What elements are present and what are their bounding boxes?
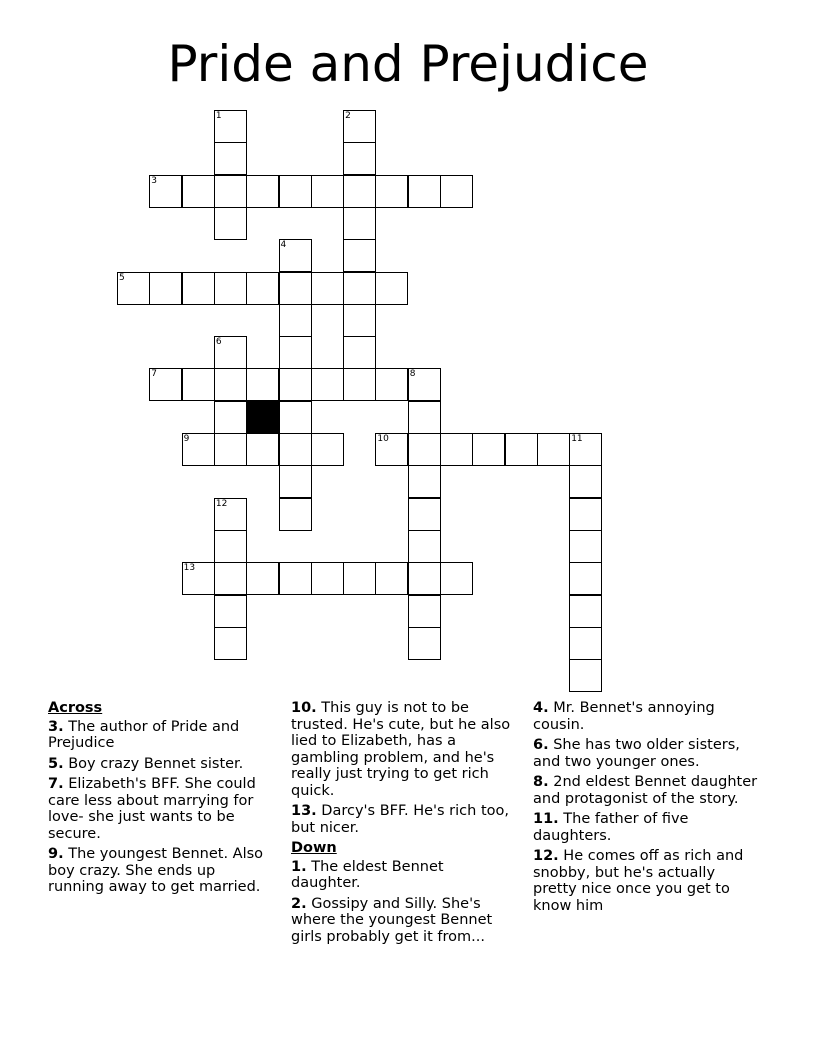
grid-cell-number: 10 — [377, 434, 389, 444]
grid-cell[interactable] — [182, 433, 215, 466]
grid-cell[interactable] — [279, 465, 312, 498]
clue-across-7: 7. Elizabeth's BFF. She could care less about marrying for love- she just wants to be secure. — [48, 776, 256, 842]
grid-cell[interactable] — [375, 433, 408, 466]
grid-cell[interactable] — [182, 368, 215, 401]
grid-cell[interactable] — [343, 175, 376, 208]
grid-cell[interactable] — [375, 175, 408, 208]
grid-cell[interactable] — [375, 272, 408, 305]
grid-cell[interactable] — [311, 433, 344, 466]
grid-cell-number: 8 — [409, 369, 416, 380]
grid-cell[interactable] — [214, 562, 247, 595]
grid-cell[interactable] — [246, 368, 279, 401]
grid-cell[interactable] — [182, 272, 215, 305]
grid-cell[interactable] — [246, 175, 279, 208]
grid-cell[interactable] — [343, 142, 376, 175]
grid-cell[interactable] — [279, 433, 312, 466]
grid-cell[interactable] — [408, 433, 441, 466]
grid-cell-black — [246, 401, 279, 434]
grid-cell[interactable] — [343, 368, 376, 401]
grid-cell[interactable] — [214, 433, 247, 466]
grid-cell[interactable] — [246, 433, 279, 466]
grid-cell[interactable] — [279, 272, 312, 305]
across-heading: Across — [48, 700, 103, 716]
grid-cell-number: 12 — [215, 498, 228, 509]
grid-cell[interactable] — [408, 627, 441, 660]
grid-cell[interactable] — [149, 368, 182, 401]
grid-cell[interactable] — [343, 336, 376, 369]
clue-down-4: 4. Mr. Bennet's annoying cousin. — [533, 700, 715, 733]
grid-cell[interactable] — [214, 110, 247, 143]
grid-cell[interactable] — [214, 595, 247, 628]
grid-cell[interactable] — [408, 530, 441, 563]
clue-across-9: 9. The youngest Bennet. Also boy crazy. She ends up running away to get married. — [48, 846, 264, 895]
grid-cell-number: 2 — [345, 111, 351, 121]
clue-down-11: 11. The father of five daughters. — [533, 811, 689, 844]
grid-cell-number: 4 — [280, 240, 287, 251]
grid-cell[interactable] — [569, 595, 602, 628]
grid-cell[interactable] — [440, 562, 473, 595]
grid-cell-number: 13 — [183, 563, 196, 574]
grid-cell-number: 3 — [151, 175, 158, 186]
grid-cell[interactable] — [408, 498, 441, 531]
clues-column-2 — [291, 700, 516, 949]
grid-cell[interactable] — [343, 239, 376, 272]
grid-cell[interactable] — [343, 207, 376, 240]
grid-cell[interactable] — [440, 433, 473, 466]
grid-cell[interactable] — [214, 401, 247, 434]
page-title: Pride and Prejudice — [167, 35, 649, 93]
grid-cell[interactable] — [149, 175, 182, 208]
grid-cell[interactable] — [279, 304, 312, 337]
grid-cell[interactable] — [408, 595, 441, 628]
grid-cell[interactable] — [440, 175, 473, 208]
clue-down-2: 2. Gossipy and Silly. She's where the youngest Bennet girls probably get it from... — [291, 895, 493, 945]
grid-cell[interactable] — [279, 401, 312, 434]
grid-cell[interactable] — [182, 175, 215, 208]
grid-cell[interactable] — [214, 142, 247, 175]
grid-cell[interactable] — [343, 562, 376, 595]
clue-down-1: 1. The eldest Bennet daughter. — [291, 858, 444, 891]
grid-cell[interactable] — [569, 530, 602, 563]
grid-cell[interactable] — [182, 562, 215, 595]
grid-cell[interactable] — [214, 175, 247, 208]
grid-cell[interactable] — [408, 175, 441, 208]
grid-cell[interactable] — [214, 272, 247, 305]
grid-cell[interactable] — [311, 175, 344, 208]
grid-cell[interactable] — [537, 433, 570, 466]
grid-cell-number: 1 — [215, 111, 222, 121]
clue-down-12: 12. He comes off as rich and snobby, but he's actually pretty nice once you get to know him — [533, 848, 744, 914]
grid-cell[interactable] — [214, 368, 247, 401]
grid-cell[interactable] — [569, 433, 602, 466]
grid-cell[interactable] — [279, 368, 312, 401]
grid-cell[interactable] — [279, 498, 312, 531]
grid-cell-number: 7 — [151, 369, 158, 380]
grid-cell[interactable] — [311, 368, 344, 401]
grid-cell[interactable] — [375, 562, 408, 595]
grid-cell[interactable] — [214, 336, 247, 369]
grid-cell[interactable] — [214, 530, 247, 563]
grid-cell[interactable] — [408, 401, 441, 434]
clue-across-3: 3. The author of Pride and Prejudice — [48, 718, 240, 751]
grid-cell[interactable] — [246, 272, 279, 305]
grid-cell[interactable] — [149, 272, 182, 305]
clue-down-8: 8. 2nd eldest Bennet daughter and protagonist of the story. — [533, 774, 758, 807]
grid-cell[interactable] — [279, 175, 312, 208]
grid-cell[interactable] — [343, 110, 376, 143]
grid-cell[interactable] — [343, 272, 376, 305]
clue-across-13: 13. Darcy's BFF. He's rich too, but nicer. — [291, 803, 509, 836]
grid-cell[interactable] — [311, 272, 344, 305]
clue-across-10: 10. This guy is not to be trusted. He's cute, but he also lied to Elizabeth, has a gambling problem, and he's really just trying to get rich quick. — [291, 700, 511, 799]
grid-cell[interactable] — [569, 465, 602, 498]
grid-cell[interactable] — [408, 465, 441, 498]
grid-cell[interactable] — [569, 498, 602, 531]
grid-cell[interactable] — [505, 433, 538, 466]
grid-cell-number: 11 — [571, 434, 583, 444]
grid-cell-number: 5 — [119, 272, 125, 283]
grid-cell[interactable] — [472, 433, 505, 466]
grid-cell[interactable] — [408, 562, 441, 595]
clue-across-5: 5. Boy crazy Bennet sister. — [48, 755, 244, 772]
grid-cell[interactable] — [343, 304, 376, 337]
grid-cell[interactable] — [279, 336, 312, 369]
grid-cell[interactable] — [117, 272, 150, 305]
grid-cell[interactable] — [214, 498, 247, 531]
clues-column-3 — [533, 700, 758, 918]
grid-cell[interactable] — [408, 368, 441, 401]
grid-cell-number: 6 — [215, 337, 222, 348]
grid-cell[interactable] — [214, 207, 247, 240]
grid-cell[interactable] — [569, 562, 602, 595]
clue-down-6: 6. She has two older sisters, and two younger ones. — [533, 737, 740, 770]
grid-cell[interactable] — [375, 368, 408, 401]
clues-column-1 — [48, 700, 273, 900]
grid-cell[interactable] — [279, 239, 312, 272]
down-heading: Down — [291, 840, 337, 856]
grid-cell[interactable] — [214, 627, 247, 660]
grid-cell[interactable] — [569, 659, 602, 692]
grid-cell[interactable] — [279, 562, 312, 595]
grid-cell-number: 9 — [183, 434, 190, 444]
grid-cell[interactable] — [311, 562, 344, 595]
grid-cell[interactable] — [246, 562, 279, 595]
grid-cell[interactable] — [569, 627, 602, 660]
